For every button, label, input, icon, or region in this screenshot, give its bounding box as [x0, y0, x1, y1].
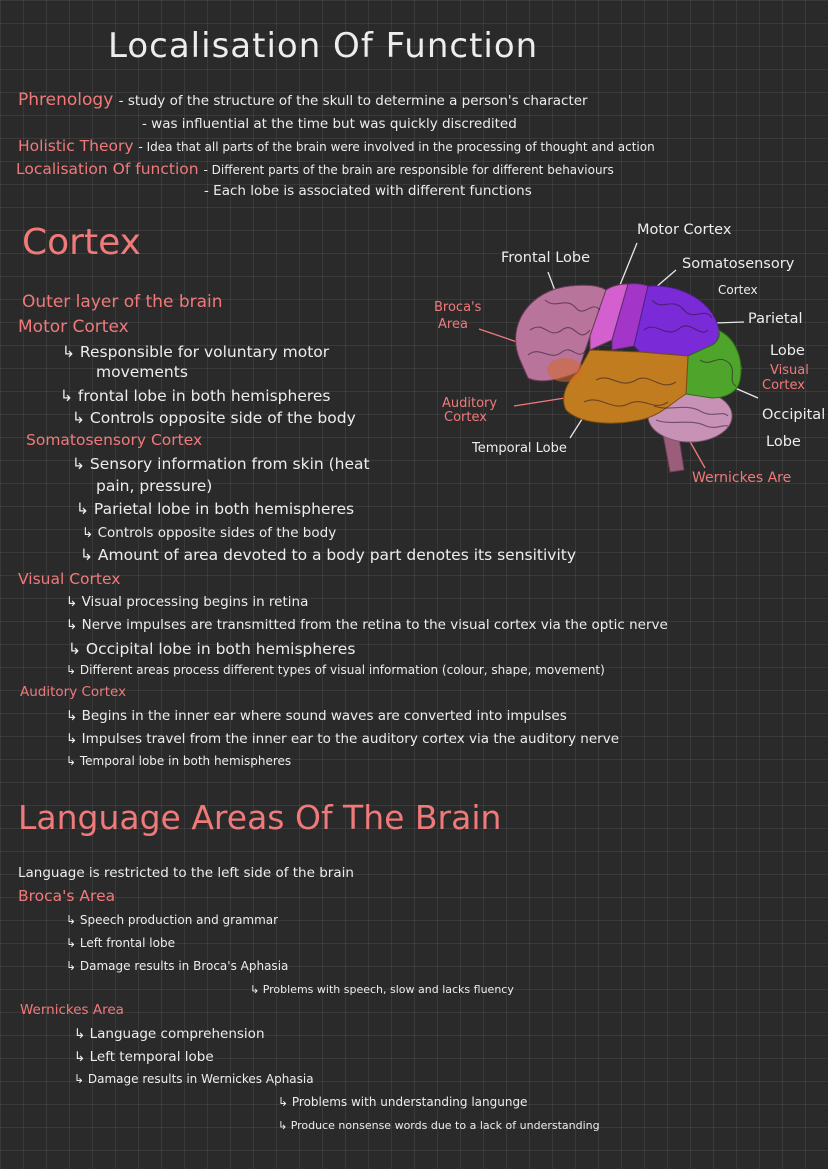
label-auditory: Auditory: [442, 396, 498, 411]
motor-point-1-cont: movements: [96, 363, 188, 381]
brocas-point-2: ↳ Left frontal lobe: [66, 936, 175, 950]
label-brocas-area: Area: [438, 317, 468, 332]
brocas-point-3: ↳ Damage results in Broca's Aphasia: [66, 959, 289, 973]
motor-point-3: ↳ Controls opposite side of the body: [72, 409, 356, 427]
somatosensory-heading: Somatosensory Cortex: [26, 431, 203, 449]
label-motor-cortex: Motor Cortex: [637, 222, 732, 238]
label-occipital-lobe: Lobe: [766, 434, 801, 450]
wernickes-point-1: ↳ Language comprehension: [74, 1026, 265, 1042]
leader-parietal: [714, 322, 744, 323]
visual-point-4: ↳ Different areas process different types of visual information (colour, shape, movement): [66, 663, 605, 677]
label-auditory-cortex: Cortex: [444, 410, 487, 425]
brocas-area-region: [547, 358, 583, 382]
visual-point-3: ↳ Occipital lobe in both hemispheres: [68, 640, 356, 658]
label-temporal-lobe: Temporal Lobe: [472, 441, 567, 456]
label-visual: Visual: [770, 363, 809, 378]
label-frontal-lobe: Frontal Lobe: [501, 250, 591, 266]
visual-point-1: ↳ Visual processing begins in retina: [66, 594, 309, 610]
leader-occipital: [735, 388, 758, 398]
wernickes-area-heading: Wernickes Area: [20, 1002, 124, 1018]
label-somatosensory: Somatosensory: [682, 256, 795, 272]
language-heading: Language Areas Of The Brain: [18, 798, 502, 837]
leader-motor: [620, 243, 637, 285]
holistic-definition: - Idea that all parts of the brain were involved in the processing of thought and action: [138, 140, 655, 154]
somatosensory-point-3: ↳ Controls opposite sides of the body: [82, 525, 337, 541]
wernickes-point-4: ↳ Problems with understanding langunge: [278, 1095, 528, 1109]
brocas-area-heading: Broca's Area: [18, 887, 116, 905]
somatosensory-point-1: ↳ Sensory information from skin (heat: [72, 455, 370, 473]
localisation-term: Localisation Of function: [16, 160, 199, 178]
page-title: Localisation Of Function: [108, 26, 539, 66]
label-somatosensory-cortex: Cortex: [718, 283, 758, 297]
leader-brocas: [479, 329, 520, 343]
brocas-point-1: ↳ Speech production and grammar: [66, 913, 279, 927]
somatosensory-point-1-cont: pain, pressure): [96, 477, 213, 495]
somatosensory-point-2: ↳ Parietal lobe in both hemispheres: [76, 500, 355, 518]
holistic-term: Holistic Theory: [18, 137, 134, 155]
visual-cortex-heading: Visual Cortex: [18, 570, 121, 588]
phrenology-term: Phrenology: [18, 90, 114, 110]
wernickes-point-5: ↳ Produce nonsense words due to a lack of understanding: [278, 1119, 600, 1132]
localisation-definition: - Different parts of the brain are responsible for different behaviours: [203, 163, 614, 177]
motor-point-2: ↳ frontal lobe in both hemispheres: [60, 387, 331, 405]
parietal-lobe: [634, 286, 719, 356]
somatosensory-point-4: ↳ Amount of area devoted to a body part denotes its sensitivity: [80, 546, 577, 564]
label-visual-cortex: Cortex: [762, 378, 805, 393]
phrenology-definition: - study of the structure of the skull to determine a person's character: [118, 93, 588, 109]
language-intro: Language is restricted to the left side of the brain: [18, 865, 354, 881]
leader-wernickes: [688, 438, 705, 468]
visual-point-2: ↳ Nerve impulses are transmitted from the retina to the visual cortex via the optic nerve: [66, 617, 668, 633]
label-wernickes: Wernickes Are: [692, 470, 792, 486]
motor-point-1: ↳ Responsible for voluntary motor: [62, 343, 330, 361]
wernickes-point-3: ↳ Damage results in Wernickes Aphasia: [74, 1072, 314, 1086]
auditory-cortex-heading: Auditory Cortex: [20, 684, 127, 700]
motor-cortex-heading: Motor Cortex: [18, 317, 129, 337]
brocas-point-4: ↳ Problems with speech, slow and lacks fluency: [250, 983, 514, 996]
leader-auditory: [514, 398, 565, 406]
label-brocas: Broca's: [434, 300, 482, 315]
auditory-point-2: ↳ Impulses travel from the inner ear to the auditory cortex via the auditory nerve: [66, 731, 619, 747]
wernickes-point-2: ↳ Left temporal lobe: [74, 1049, 214, 1065]
localisation-note: - Each lobe is associated with different functions: [204, 183, 532, 199]
leader-somatosensory: [655, 270, 676, 288]
cortex-heading: Cortex: [22, 222, 141, 263]
auditory-point-1: ↳ Begins in the inner ear where sound waves are converted into impulses: [66, 708, 567, 724]
label-parietal-lobe: Lobe: [770, 343, 805, 359]
auditory-point-3: ↳ Temporal lobe in both hemispheres: [66, 754, 292, 768]
label-parietal: Parietal: [748, 311, 803, 327]
label-occipital: Occipital: [762, 407, 826, 423]
outer-layer-note: Outer layer of the brain: [22, 292, 223, 312]
phrenology-note: - was influential at the time but was quickly discredited: [142, 116, 517, 132]
